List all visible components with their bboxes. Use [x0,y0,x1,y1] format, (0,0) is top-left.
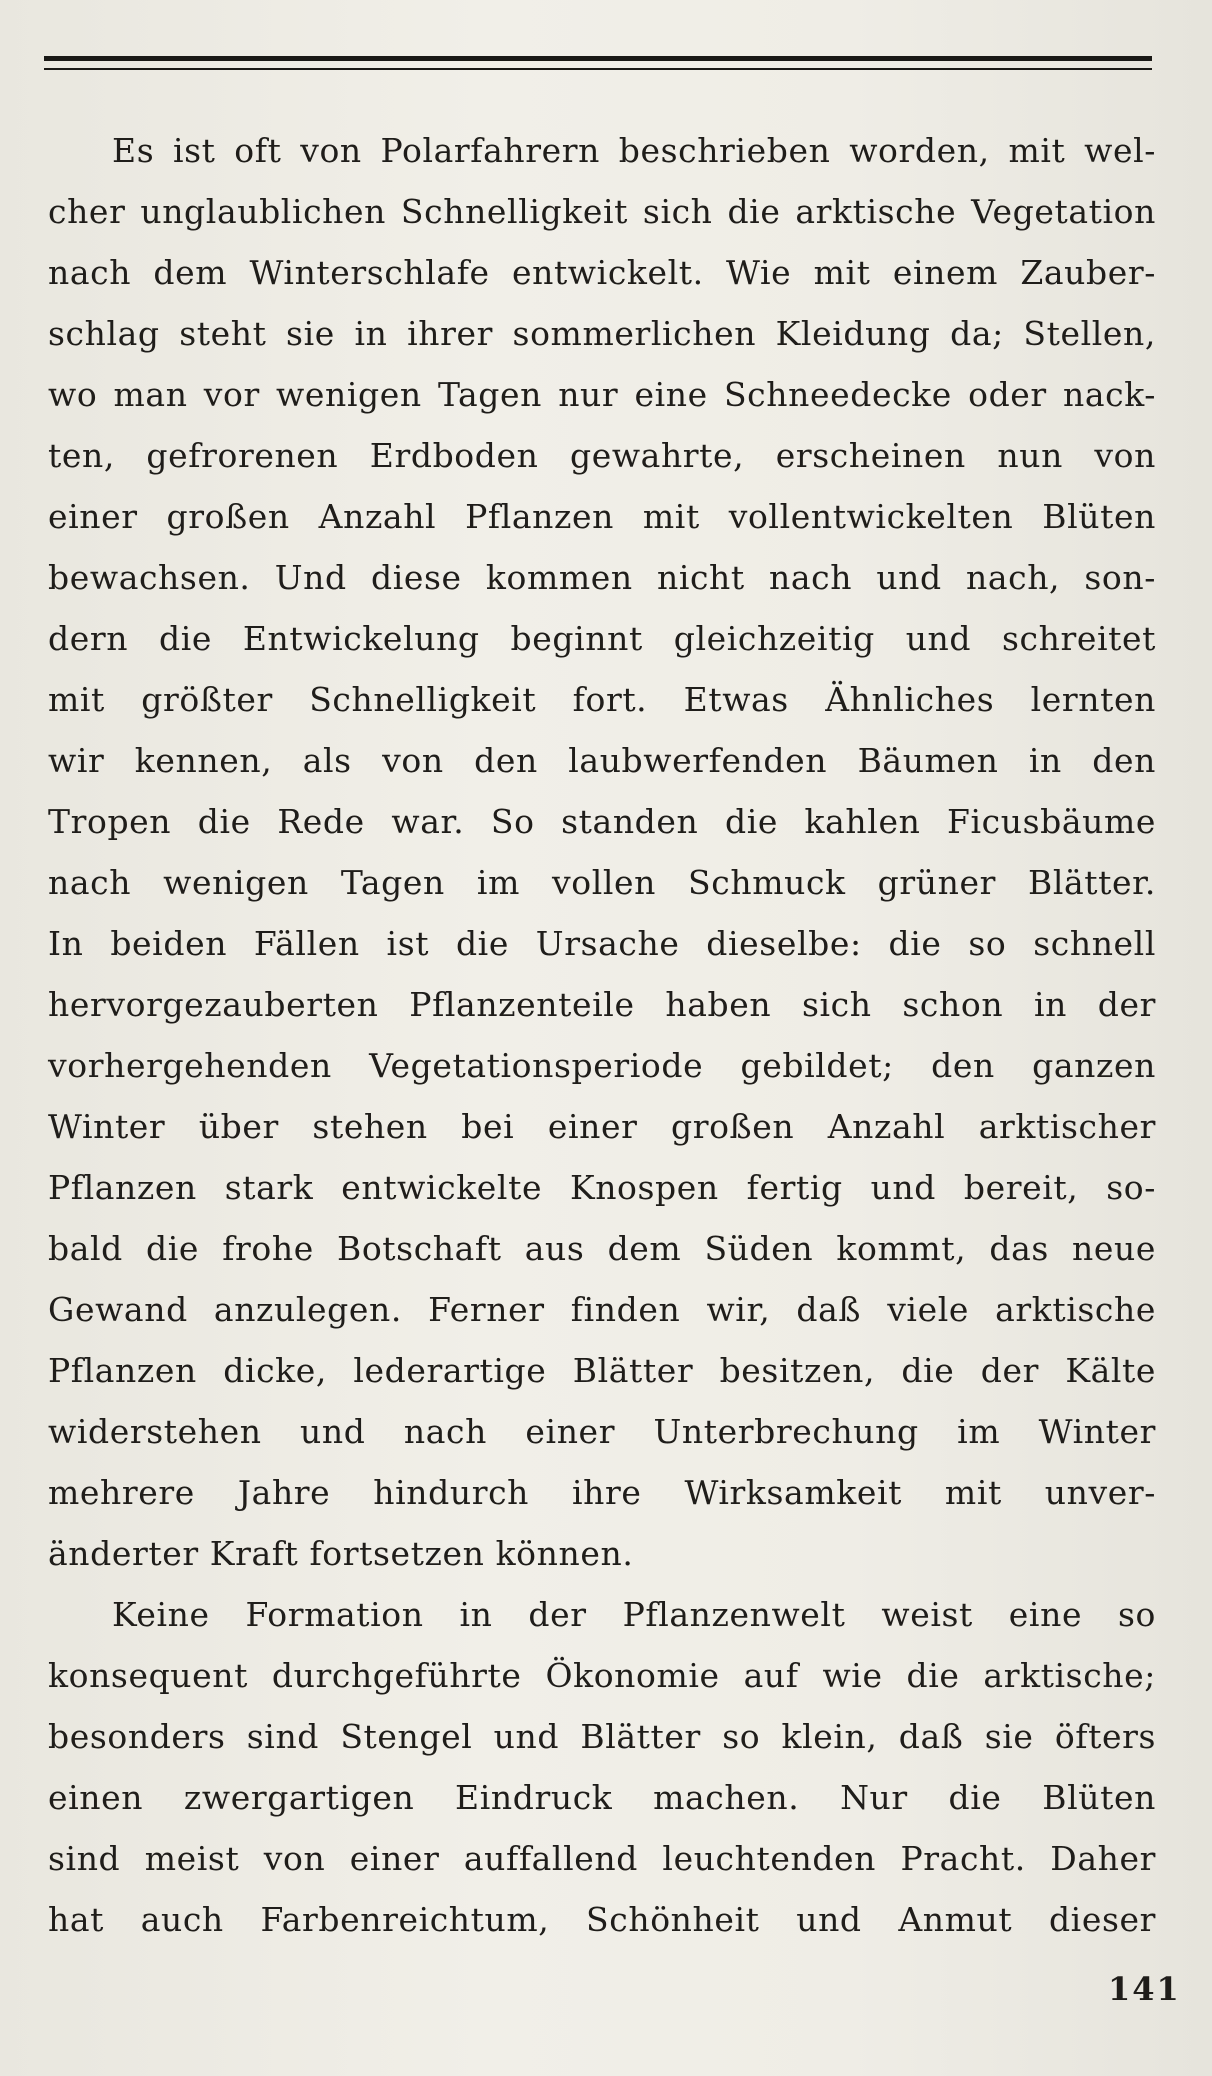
paragraph-1-line-20: Gewand anzulegen. Ferner finden wir, daß viele arktische [48,1290,1156,1329]
paragraph-2-line-6: hat auch Farbenreichtum, Schönheit und Anmut dieser [48,1900,1156,1939]
paragraph-1-line-1: Es ist oft von Polarfahrern beschrieben worden, mit wel- [112,131,1156,170]
paragraph-1-line-7: einer großen Anzahl Pflanzen mit vollentwickelten Blüten [48,497,1156,536]
paragraph-1-line-19: bald die frohe Botschaft aus dem Süden kommt, das neue [48,1229,1156,1268]
paragraph-1-line-17: Winter über stehen bei einer großen Anzahl arktischer [48,1107,1156,1146]
paragraph-2-line-4: einen zwergartigen Eindruck machen. Nur die Blüten [48,1778,1156,1817]
paragraph-1-line-13: nach wenigen Tagen im vollen Schmuck grüner Blätter. [48,863,1156,902]
paragraph-1-line-6: ten, gefrorenen Erdboden gewahrte, erscheinen nun von [48,436,1156,475]
body-text [48,120,1156,1950]
paragraph-1-line-2: cher unglaublichen Schnelligkeit sich die arktische Vegetation [48,192,1156,231]
paragraph-2-line-2: konsequent durchgeführte Ökonomie auf wie die arktische; [48,1656,1156,1695]
paragraph-1-line-22: widerstehen und nach einer Unterbrechung im Winter [48,1412,1156,1451]
paragraph-1-line-23: mehrere Jahre hindurch ihre Wirksamkeit mit unver- [48,1473,1156,1512]
paragraph-1-line-4: schlag steht sie in ihrer sommerlichen Kleidung da; Stellen, [48,314,1156,353]
paragraph-1-line-3: nach dem Winterschlafe entwickelt. Wie mit einem Zauber- [48,253,1156,292]
page-number: 141 [1108,1970,1181,2008]
paragraph-1-line-24: änderter Kraft fortsetzen können. [48,1534,634,1573]
paragraph-1-line-14: In beiden Fällen ist die Ursache dieselbe: die so schnell [48,924,1156,963]
paragraph-2-line-3: besonders sind Stengel und Blätter so klein, daß sie öfters [48,1717,1156,1756]
header-rule-thin [44,68,1152,70]
paragraph-1-line-9: dern die Entwickelung beginnt gleichzeitig und schreitet [48,619,1156,658]
header-rule-thick [44,56,1152,61]
paragraph-1-line-10: mit größter Schnelligkeit fort. Etwas Ähnliches lernten [48,680,1156,719]
paragraph-2-line-5: sind meist von einer auffallend leuchtenden Pracht. Daher [48,1839,1156,1878]
paragraph-1-line-8: bewachsen. Und diese kommen nicht nach und nach, son- [48,558,1156,597]
paragraph-1-line-5: wo man vor wenigen Tagen nur eine Schneedecke oder nack- [48,375,1156,414]
paragraph-2-line-1: Keine Formation in der Pflanzenwelt weist eine so [112,1595,1156,1634]
paragraph-1-line-18: Pflanzen stark entwickelte Knospen fertig und bereit, so- [48,1168,1156,1207]
paragraph-1-line-21: Pflanzen dicke, lederartige Blätter besitzen, die der Kälte [48,1351,1156,1390]
paragraph-1-line-16: vorhergehenden Vegetationsperiode gebildet; den ganzen [48,1046,1156,1085]
paragraph-1-line-12: Tropen die Rede war. So standen die kahlen Ficusbäume [48,802,1156,841]
paragraph-1-line-15: hervorgezauberten Pflanzenteile haben sich schon in der [48,985,1156,1024]
paragraph-1-line-11: wir kennen, als von den laubwerfenden Bäumen in den [48,741,1156,780]
